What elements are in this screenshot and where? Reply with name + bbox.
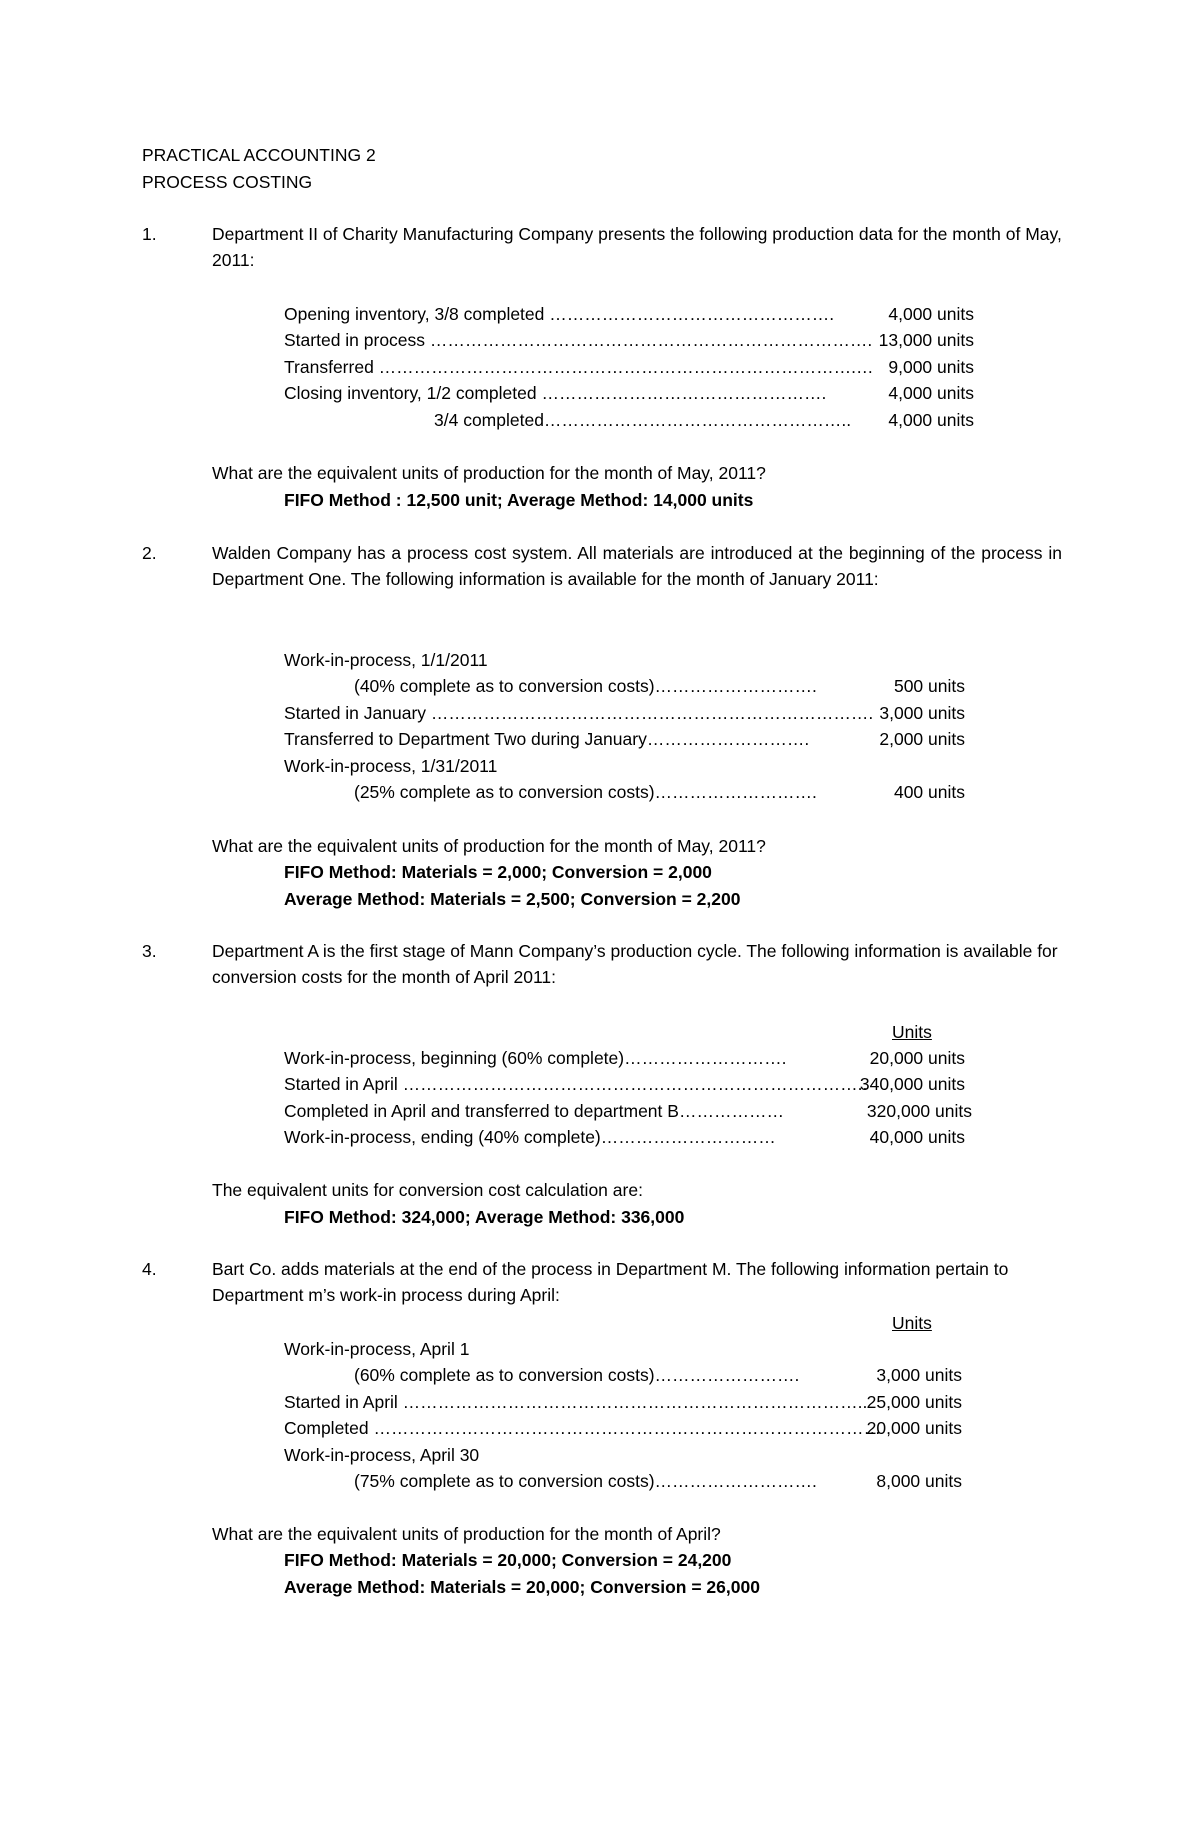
q1-row-label: Started in process …………………………………………………………………. <box>284 330 873 350</box>
q3-row-value: 20,000 units <box>869 1048 965 1068</box>
question-4 <box>142 1256 1092 1308</box>
q2-question: What are the equivalent units of production for the month of May, 2011? <box>212 836 766 856</box>
q4-row-label: (60% complete as to conversion costs)……………………. <box>354 1365 800 1385</box>
document-subtitle: PROCESS COSTING <box>142 172 313 192</box>
q1-row-value: 9,000 units <box>888 357 974 377</box>
q2-row-label: (25% complete as to conversion costs)………………………. <box>354 782 817 802</box>
question-text: Department II of Charity Manufacturing Company presents the following production data for the month of May, 2011: <box>212 224 1062 270</box>
q1-row-value: 4,000 units <box>888 410 974 430</box>
question-text: Walden Company has a process cost system. All materials are introduced at the beginning of the process in Department One. The following information is available for the month of January 2011: <box>212 543 1062 589</box>
q4-row-value: 8,000 units <box>876 1471 962 1491</box>
q4-row-value: 25,000 units <box>866 1392 962 1412</box>
question-1 <box>142 221 1092 273</box>
question-number: 1. <box>142 224 157 244</box>
q2-row-label: Work-in-process, 1/31/2011 <box>284 756 498 776</box>
question-text: Department A is the first stage of Mann Company’s production cycle. The following information is available for conversion costs for the month of April 2011: <box>212 941 1058 987</box>
q1-row-label: Closing inventory, 1/2 completed …………………………………………. <box>284 383 827 403</box>
q3-row-label: Work-in-process, beginning (60% complete)………………………. <box>284 1048 787 1068</box>
q1-question: What are the equivalent units of production for the month of May, 2011? <box>212 463 766 483</box>
q4-row-label: (75% complete as to conversion costs)………………………. <box>354 1471 817 1491</box>
q2-row-value: 3,000 units <box>879 703 965 723</box>
document-title: PRACTICAL ACCOUNTING 2 <box>142 145 376 165</box>
units-header: Units <box>892 1313 932 1333</box>
question-number: 3. <box>142 941 157 961</box>
question-number: 2. <box>142 543 157 563</box>
q2-row-value: 2,000 units <box>879 729 965 749</box>
q4-answer-fifo: FIFO Method: Materials = 20,000; Conversion = 24,200 <box>284 1550 732 1570</box>
q4-row-label: Completed …………………………………………………………………………… <box>284 1418 881 1438</box>
q1-row-label: 3/4 completed…………………………………………….. <box>434 410 852 430</box>
question-number: 4. <box>142 1259 157 1279</box>
q3-answer: FIFO Method: 324,000; Average Method: 336,000 <box>284 1207 685 1227</box>
q1-answer: FIFO Method : 12,500 unit; Average Method: 14,000 units <box>284 490 754 510</box>
q2-row-label: Started in January …………………………………………………………………. <box>284 703 874 723</box>
question-3 <box>142 938 1092 990</box>
q3-row-value: 40,000 units <box>869 1127 965 1147</box>
q4-row-label: Work-in-process, April 30 <box>284 1445 480 1465</box>
q2-answer-fifo: FIFO Method: Materials = 2,000; Conversion = 2,000 <box>284 862 712 882</box>
q4-row-label: Started in April …………………………………………………………………….. <box>284 1392 868 1412</box>
q1-row-label: Transferred ……………………………………………………………………….… <box>284 357 874 377</box>
q1-row-value: 4,000 units <box>888 304 974 324</box>
q2-answer-average: Average Method: Materials = 2,500; Conversion = 2,200 <box>284 889 741 909</box>
q4-row-label: Work-in-process, April 1 <box>284 1339 470 1359</box>
q2-row-value: 500 units <box>893 676 965 696</box>
q2-row-label: Work-in-process, 1/1/2011 <box>284 650 488 670</box>
q1-row-value: 4,000 units <box>888 383 974 403</box>
q1-row-value: 13,000 units <box>878 330 974 350</box>
q3-row-value: 320,000 units <box>866 1101 972 1121</box>
q2-row-value: 400 units <box>893 782 965 802</box>
q4-question: What are the equivalent units of production for the month of April? <box>212 1524 721 1544</box>
q1-row-label: Opening inventory, 3/8 completed …………………………………………. <box>284 304 835 324</box>
q2-row-label: Transferred to Department Two during January………………………. <box>284 729 810 749</box>
q4-answer-average: Average Method: Materials = 20,000; Conversion = 26,000 <box>284 1577 760 1597</box>
q3-question: The equivalent units for conversion cost calculation are: <box>212 1180 643 1200</box>
units-header: Units <box>892 1022 932 1042</box>
q3-row-label: Work-in-process, ending (40% complete)………………………… <box>284 1127 776 1147</box>
q2-row-label: (40% complete as to conversion costs)………………………. <box>354 676 817 696</box>
q3-row-label: Completed in April and transferred to department B……………… <box>284 1101 784 1121</box>
q3-row-label: Started in April …………………………………………………………………….. <box>284 1074 868 1094</box>
q4-row-value: 20,000 units <box>866 1418 962 1438</box>
question-2 <box>142 540 1092 592</box>
question-text: Bart Co. adds materials at the end of the process in Department M. The following information pertain to Department m’s work-in process during April: <box>212 1259 1009 1305</box>
q4-row-value: 3,000 units <box>876 1365 962 1385</box>
q3-row-value: 340,000 units <box>859 1074 965 1094</box>
